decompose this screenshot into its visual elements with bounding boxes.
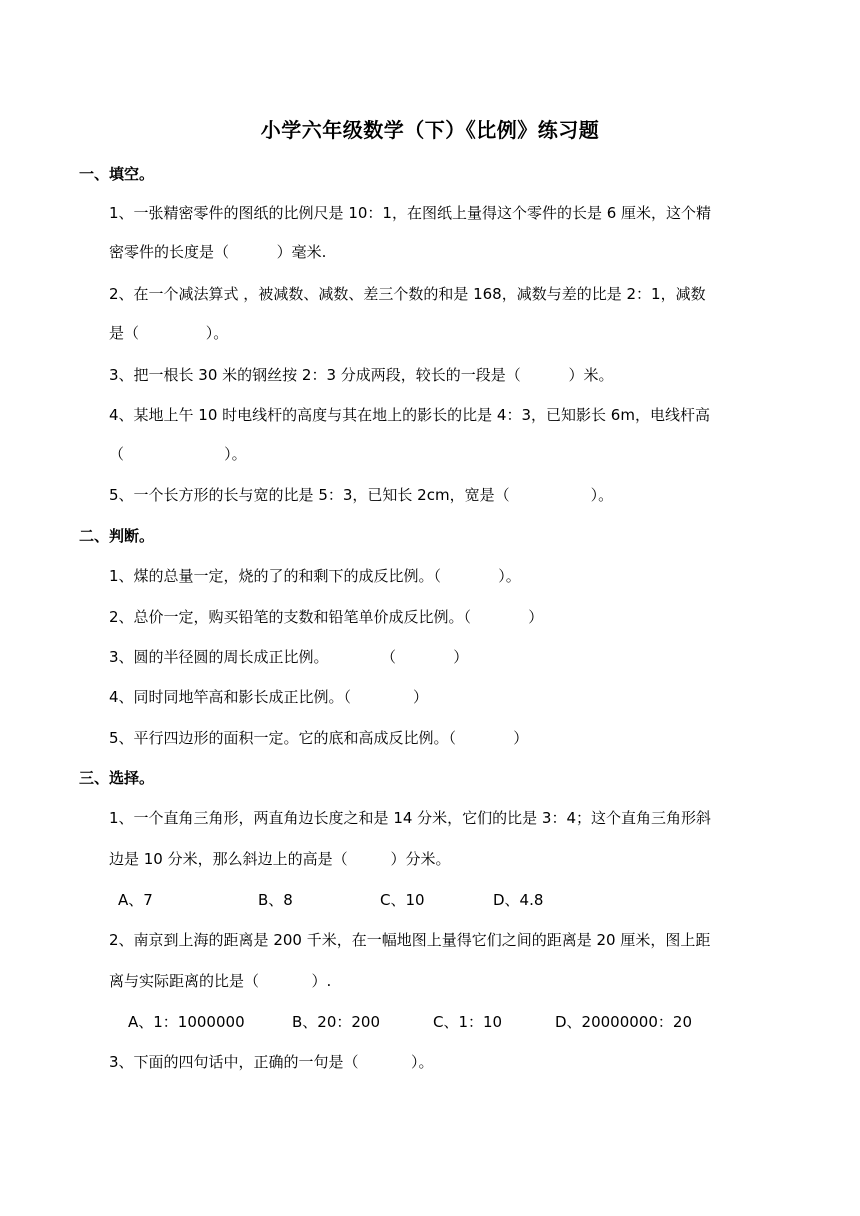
question-text: 3、下面的四句话中，正确的一句是（ ）。 <box>109 1053 434 1071</box>
question-text: 2、在一个减法算式 ，被减数、减数、差三个数的和是 168，减数与差的比是 2：1，减数 <box>109 285 706 303</box>
question-text: 2、南京到上海的距离是 200 千米，在一幅地图上量得它们之间的距离是 20 厘米，图上距 <box>109 931 711 949</box>
question-text: （ ）。 <box>109 445 247 463</box>
question-text: 密零件的长度是（ ）毫米. <box>109 243 327 261</box>
choice-option: D、20000000：20 <box>555 1013 692 1031</box>
choice-option: C、1：10 <box>433 1013 503 1031</box>
choice-option: C、10 <box>380 891 425 909</box>
choice-option: B、20：200 <box>292 1013 381 1031</box>
question-text: 5、一个长方形的长与宽的比是 5：3，已知长 2cm，宽是（ ）。 <box>109 486 614 504</box>
question-text: 离与实际距离的比是（ ）. <box>109 972 332 990</box>
question-text: 是（ ）。 <box>109 324 229 342</box>
choice-option: B、8 <box>258 891 293 909</box>
question-text: 1、煤的总量一定，烧的了的和剩下的成反比例。（ ）。 <box>109 567 521 585</box>
question-text: 4、同时同地竿高和影长成正比例。（ ） <box>109 688 429 706</box>
section-heading-fill-blank: 一、填空。 <box>79 165 155 183</box>
choice-option: A、7 <box>118 891 153 909</box>
section-heading-multiple-choice: 三、选择。 <box>79 769 155 787</box>
section-heading-true-false: 二、判断。 <box>79 527 155 545</box>
question-text: 1、一个直角三角形，两直角边长度之和是 14 分米，它们的比是 3：4；这个直角三角形斜 <box>109 809 712 827</box>
choice-option: A、1：1000000 <box>128 1013 245 1031</box>
page-title: 小学六年级数学（下）《比例》练习题 <box>260 118 600 142</box>
question-text: 5、平行四边形的面积一定。它的底和高成反比例。（ ） <box>109 729 529 747</box>
question-text: 3、把一根长 30 米的钢丝按 2：3 分成两段，较长的一段是（ ）米。 <box>109 366 614 384</box>
question-text: 1、一张精密零件的图纸的比例尺是 10：1，在图纸上量得这个零件的长是 6 厘米，这个精 <box>109 204 712 222</box>
question-text: 边是 10 分米，那么斜边上的高是（ ）分米。 <box>109 850 451 868</box>
question-text: 3、圆的半径圆的周长成正比例。 （ ） <box>109 648 469 666</box>
question-text: 4、某地上午 10 时电线杆的高度与其在地上的影长的比是 4：3，已知影长 6m，电线杆高 <box>109 406 710 424</box>
question-text: 2、总价一定，购买铅笔的支数和铅笔单价成反比例。（ ） <box>109 608 544 626</box>
choice-option: D、4.8 <box>493 891 544 909</box>
